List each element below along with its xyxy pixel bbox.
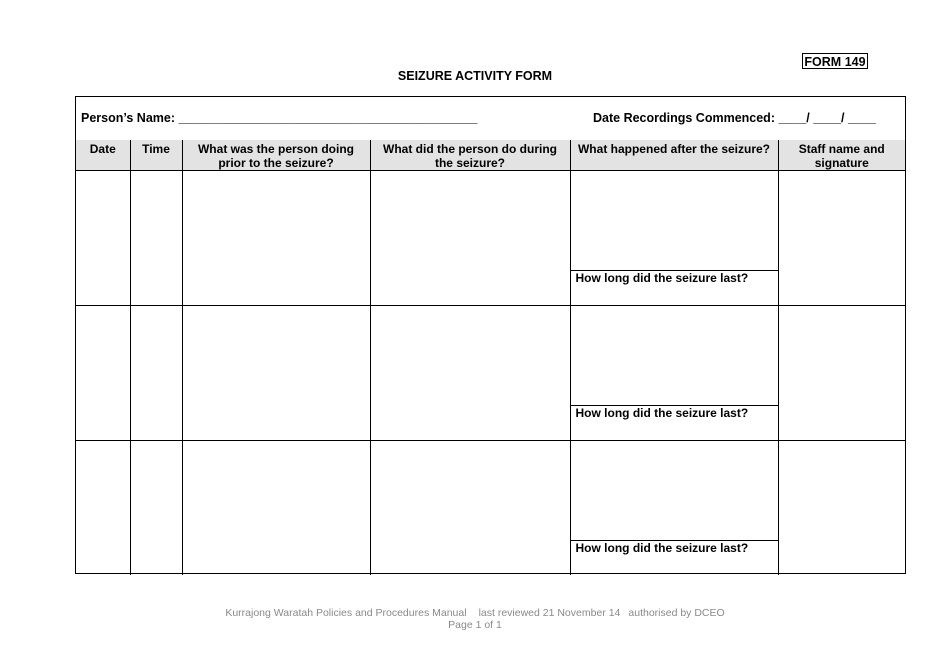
footer-authorised: authorised by DCEO: [628, 607, 725, 619]
footer-page-number: Page 1 of 1: [448, 619, 502, 631]
column-header-prior: What was the person doing prior to the seizure?: [182, 140, 370, 171]
during-cell[interactable]: [370, 306, 570, 441]
during-cell[interactable]: [370, 171, 570, 306]
footer-line-1: [0, 607, 950, 619]
table-header-row: [76, 140, 905, 171]
column-header-staff: Staff name and signature: [778, 140, 905, 171]
during-cell[interactable]: [370, 441, 570, 576]
table-row: [76, 441, 905, 576]
time-cell[interactable]: [130, 441, 182, 576]
duration-prompt[interactable]: How long did the seizure last?: [571, 405, 778, 420]
form-frame: [75, 96, 906, 574]
staff-cell[interactable]: [778, 441, 905, 576]
date-cell[interactable]: [76, 306, 130, 441]
column-header-after: What happened after the seizure?: [570, 140, 778, 171]
table-row: [76, 171, 905, 306]
page-footer: [0, 607, 950, 631]
after-cell[interactable]: [570, 171, 778, 306]
column-header-date: Date: [76, 140, 130, 171]
form-number: FORM 149: [802, 53, 868, 69]
form-title: SEIZURE ACTIVITY FORM: [397, 69, 553, 83]
date-commenced-field[interactable]: Date Recordings Commenced: ____/ ____/ ____: [593, 111, 876, 125]
time-cell[interactable]: [130, 171, 182, 306]
date-cell[interactable]: [76, 441, 130, 576]
form-header-row: [76, 97, 905, 141]
column-header-time: Time: [130, 140, 182, 171]
after-cell[interactable]: [570, 306, 778, 441]
time-cell[interactable]: [130, 306, 182, 441]
seizure-log-table: [76, 140, 905, 575]
staff-cell[interactable]: [778, 171, 905, 306]
footer-reviewed: last reviewed 21 November 14: [478, 607, 621, 619]
column-header-during: What did the person do during the seizure?: [370, 140, 570, 171]
date-cell[interactable]: [76, 171, 130, 306]
prior-cell[interactable]: [182, 441, 370, 576]
prior-cell[interactable]: [182, 306, 370, 441]
prior-cell[interactable]: [182, 171, 370, 306]
duration-prompt[interactable]: How long did the seizure last?: [571, 540, 778, 555]
duration-prompt[interactable]: How long did the seizure last?: [571, 270, 778, 285]
staff-cell[interactable]: [778, 306, 905, 441]
after-cell[interactable]: [570, 441, 778, 576]
footer-manual: Kurrajong Waratah Policies and Procedures Manual: [225, 607, 467, 619]
person-name-field[interactable]: Person’s Name: ___________________________________________: [81, 111, 478, 125]
table-row: [76, 306, 905, 441]
